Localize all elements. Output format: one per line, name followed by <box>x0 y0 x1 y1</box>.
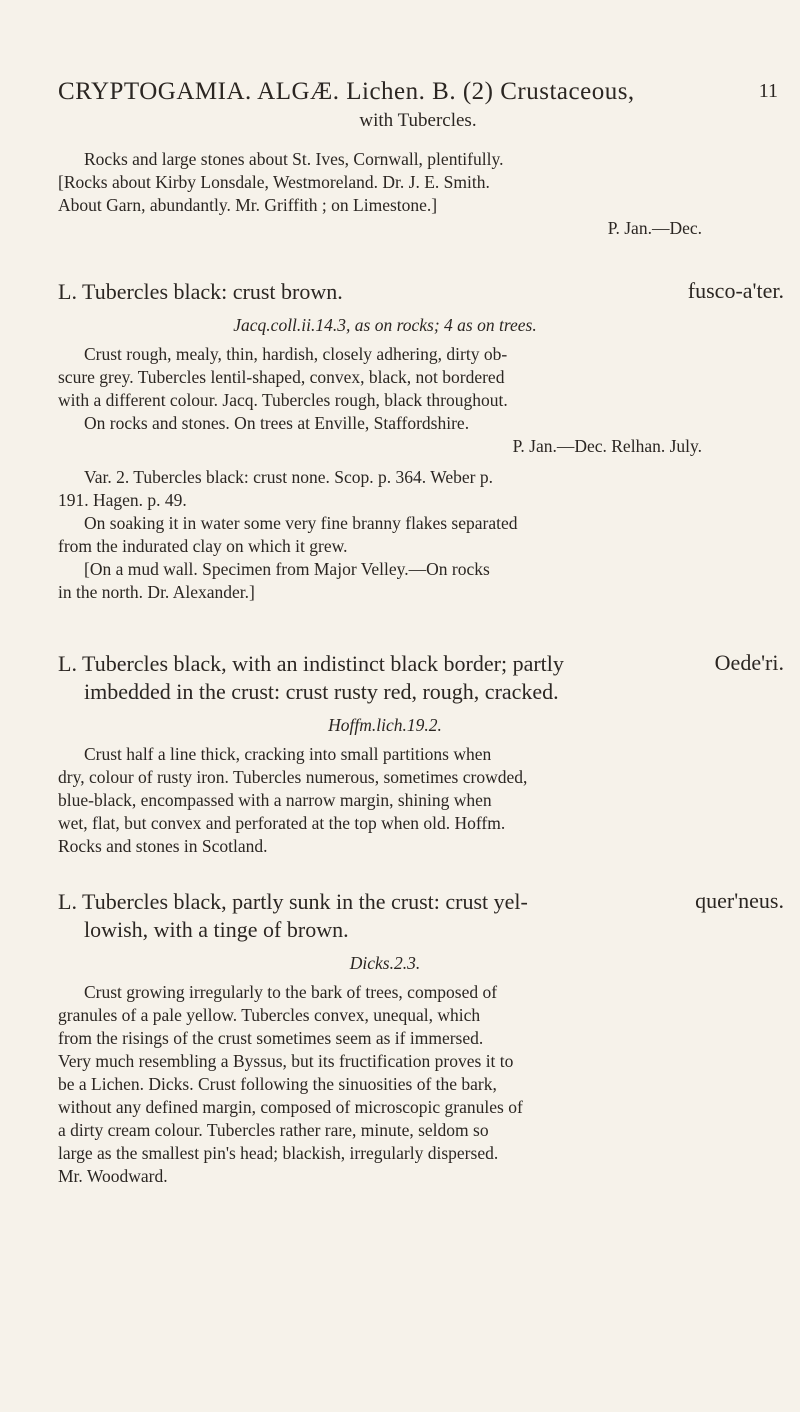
text-line: About Garn, abundantly. Mr. Griffith ; on Limestone.] <box>58 195 438 215</box>
text-line: from the risings of the crust sometimes seem as if immersed. <box>58 1028 484 1048</box>
page-number: 11 <box>758 80 778 102</box>
entry-querneus <box>58 888 712 1188</box>
species-name: quer'neus. <box>695 888 784 913</box>
entry-oederi <box>58 650 712 858</box>
text-line: Var. 2. Tubercles black: crust none. Scop. p. 364. Weber p. <box>84 467 493 487</box>
entry-fusco-ater <box>58 278 712 604</box>
text-line: Rocks and stones in Scotland. <box>58 836 268 856</box>
text-line: [On a mud wall. Specimen from Major Velley.—On rocks <box>84 559 490 579</box>
header-subtitle: with Tubercles. <box>359 110 477 131</box>
text-line: 191. Hagen. p. 49. <box>58 490 187 510</box>
text-line: from the indurated clay on which it grew. <box>58 536 348 556</box>
header-title: CRYPTOGAMIA. ALGÆ. Lichen. B. (2) Crustaceous, <box>58 78 635 105</box>
text-line: without any defined margin, composed of microscopic granules of <box>58 1097 523 1117</box>
entry-heading: imbedded in the crust: crust rusty red, rough, cracked. <box>84 679 559 704</box>
text-line: scure grey. Tubercles lentil-shaped, convex, black, not bordered <box>58 367 505 387</box>
entry-heading: L. Tubercles black: crust brown. <box>58 279 343 304</box>
text-line: [Rocks about Kirby Lonsdale, Westmoreland. Dr. J. E. Smith. <box>58 172 490 192</box>
text-line: a dirty cream colour. Tubercles rather rare, minute, seldom so <box>58 1120 489 1140</box>
reference: Dicks.2.3. <box>349 953 421 973</box>
reference: Jacq.coll.ii.14.3, as on rocks; 4 as on trees. <box>233 315 537 335</box>
reference: Hoffm.lich.19.2. <box>328 715 442 735</box>
running-header <box>58 78 778 132</box>
text-line: Crust rough, mealy, thin, hardish, closely adhering, dirty ob- <box>84 344 508 364</box>
text-line: granules of a pale yellow. Tubercles convex, unequal, which <box>58 1005 481 1025</box>
text-line: large as the smallest pin's head; blackish, irregularly dispersed. <box>58 1143 499 1163</box>
text-line: dry, colour of rusty iron. Tubercles numerous, sometimes crowded, <box>58 767 528 787</box>
text-line: Very much resembling a Byssus, but its fructification proves it to <box>58 1051 514 1071</box>
entry-heading: lowish, with a tinge of brown. <box>84 917 349 942</box>
intro-paragraph <box>58 148 712 240</box>
text-line: with a different colour. Jacq. Tubercles rough, black throughout. <box>58 390 508 410</box>
text-line: Crust growing irregularly to the bark of trees, composed of <box>84 982 498 1002</box>
entry-heading: L. Tubercles black, partly sunk in the crust: crust yel- <box>58 889 528 914</box>
text-line: in the north. Dr. Alexander.] <box>58 582 255 602</box>
text-line: be a Lichen. Dicks. Crust following the sinuosities of the bark, <box>58 1074 497 1094</box>
text-line: On soaking it in water some very fine branny flakes separated <box>84 513 518 533</box>
text-line: P. Jan.—Dec. Relhan. July. <box>512 436 702 456</box>
text-line: P. Jan.—Dec. <box>607 218 702 238</box>
species-name: fusco-a'ter. <box>687 278 784 303</box>
text-line: Rocks and large stones about St. Ives, Cornwall, plentifully. <box>84 149 504 169</box>
text-line: Crust half a line thick, cracking into small partitions when <box>84 744 492 764</box>
text-line: On rocks and stones. On trees at Enville, Staffordshire. <box>84 413 470 433</box>
text-line: Mr. Woodward. <box>58 1166 168 1186</box>
entry-heading: L. Tubercles black, with an indistinct black border; partly <box>58 651 564 676</box>
text-line: blue-black, encompassed with a narrow margin, shining when <box>58 790 492 810</box>
text-line: wet, flat, but convex and perforated at the top when old. Hoffm. <box>58 813 506 833</box>
species-name: Oede'ri. <box>714 650 784 675</box>
